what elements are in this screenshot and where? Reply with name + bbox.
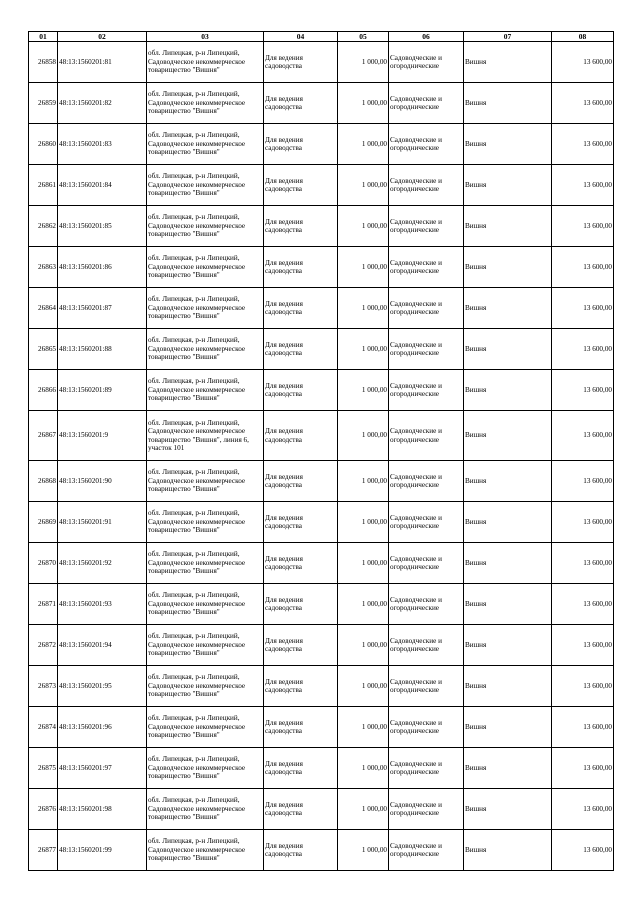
cadastral-number-cell: 48:13:1560201:89 [58,370,147,411]
table-row [29,83,614,124]
association-name-cell: Вишня [464,42,552,83]
address-text: обл. Липецкая, р-н Липецкий, Садоводческое некоммерческое товарищество "Вишня" [148,796,246,822]
permitted-use-cell: Для ведения садоводства [264,165,338,206]
land-category-cell: Садоводческие и огороднические [389,329,464,370]
cadastral-value-cell: 13 600,00 [552,625,614,666]
table-row [29,584,614,625]
cadastral-number-cell: 48:13:1560201:95 [58,666,147,707]
cadastral-number-cell: 48:13:1560201:96 [58,707,147,748]
address-cell [147,830,264,871]
cadastral-number-cell: 48:13:1560201:84 [58,165,147,206]
permitted-use-cell: Для ведения садоводства [264,748,338,789]
cadastral-number-cell: 48:13:1560201:83 [58,124,147,165]
header-row [29,32,614,42]
cadastral-number-cell: 48:13:1560201:88 [58,329,147,370]
land-category-cell: Садоводческие и огороднические [389,370,464,411]
address-text: обл. Липецкая, р-н Липецкий, Садоводческое некоммерческое товарищество "Вишня" [148,90,246,116]
address-text: обл. Липецкая, р-н Липецкий, Садоводческое некоммерческое товарищество "Вишня", линия 6, участок 101 [148,418,249,452]
row-number-cell: 26870 [29,543,58,584]
address-text: обл. Липецкая, р-н Липецкий, Садоводческое некоммерческое товарищество "Вишня" [148,468,246,494]
land-category-cell: Садоводческие и огороднические [389,461,464,502]
area-cell: 1 000,00 [338,543,389,584]
cadastral-value-cell: 13 600,00 [552,42,614,83]
address-cell [147,83,264,124]
permitted-use-cell: Для ведения садоводства [264,789,338,830]
land-category-cell: Садоводческие и огороднические [389,748,464,789]
column-header-01: 01 [29,32,58,42]
address-cell [147,543,264,584]
area-cell: 1 000,00 [338,370,389,411]
area-cell: 1 000,00 [338,666,389,707]
cadastral-number-cell: 48:13:1560201:91 [58,502,147,543]
cadastral-number-cell: 48:13:1560201:90 [58,461,147,502]
permitted-use-cell: Для ведения садоводства [264,666,338,707]
row-number-cell: 26859 [29,83,58,124]
address-text: обл. Липецкая, р-н Липецкий, Садоводческое некоммерческое товарищество "Вишня" [148,755,246,781]
area-cell: 1 000,00 [338,288,389,329]
cadastral-value-cell: 13 600,00 [552,165,614,206]
permitted-use-cell: Для ведения садоводства [264,461,338,502]
address-text: обл. Липецкая, р-н Липецкий, Садоводческое некоммерческое товарищество "Вишня" [148,213,246,239]
address-text: обл. Липецкая, р-н Липецкий, Садоводческое некоммерческое товарищество "Вишня" [148,509,246,535]
cadastral-value-cell: 13 600,00 [552,502,614,543]
permitted-use-cell: Для ведения садоводства [264,206,338,247]
address-cell [147,666,264,707]
column-header-02: 02 [58,32,147,42]
area-cell: 1 000,00 [338,789,389,830]
table-row [29,830,614,871]
permitted-use-cell: Для ведения садоводства [264,247,338,288]
cadastral-value-cell: 13 600,00 [552,666,614,707]
table-row [29,206,614,247]
association-name-cell: Вишня [464,666,552,707]
cadastral-value-cell: 13 600,00 [552,206,614,247]
address-cell [147,370,264,411]
address-cell [147,789,264,830]
row-number-cell: 26864 [29,288,58,329]
land-category-cell: Садоводческие и огороднические [389,625,464,666]
area-cell: 1 000,00 [338,625,389,666]
address-cell [147,288,264,329]
address-cell [147,411,264,461]
column-header-06: 06 [389,32,464,42]
row-number-cell: 26865 [29,329,58,370]
area-cell: 1 000,00 [338,329,389,370]
association-name-cell: Вишня [464,124,552,165]
area-cell: 1 000,00 [338,707,389,748]
permitted-use-cell: Для ведения садоводства [264,370,338,411]
cadastral-value-cell: 13 600,00 [552,543,614,584]
register-table [28,31,614,871]
land-category-cell: Садоводческие и огороднические [389,789,464,830]
cadastral-value-cell: 13 600,00 [552,288,614,329]
permitted-use-cell: Для ведения садоводства [264,329,338,370]
association-name-cell: Вишня [464,370,552,411]
table-row [29,789,614,830]
area-cell: 1 000,00 [338,502,389,543]
permitted-use-cell: Для ведения садоводства [264,83,338,124]
row-number-cell: 26876 [29,789,58,830]
cadastral-value-cell: 13 600,00 [552,329,614,370]
table-row [29,666,614,707]
table-row [29,707,614,748]
area-cell: 1 000,00 [338,165,389,206]
cadastral-value-cell: 13 600,00 [552,83,614,124]
association-name-cell: Вишня [464,748,552,789]
column-header-04: 04 [264,32,338,42]
address-cell [147,42,264,83]
land-category-cell: Садоводческие и огороднические [389,543,464,584]
association-name-cell: Вишня [464,329,552,370]
table-row [29,543,614,584]
permitted-use-cell: Для ведения садоводства [264,411,338,461]
cadastral-value-cell: 13 600,00 [552,411,614,461]
land-category-cell: Садоводческие и огороднические [389,165,464,206]
permitted-use-cell: Для ведения садоводства [264,124,338,165]
cadastral-number-cell: 48:13:1560201:81 [58,42,147,83]
cadastral-number-cell: 48:13:1560201:99 [58,830,147,871]
cadastral-value-cell: 13 600,00 [552,247,614,288]
land-category-cell: Садоводческие и огороднические [389,666,464,707]
table-row [29,124,614,165]
row-number-cell: 26868 [29,461,58,502]
table-row [29,370,614,411]
land-category-cell: Садоводческие и огороднические [389,124,464,165]
cadastral-number-cell: 48:13:1560201:94 [58,625,147,666]
address-text: обл. Липецкая, р-н Липецкий, Садоводческое некоммерческое товарищество "Вишня" [148,673,246,699]
table-header [29,32,614,42]
land-category-cell: Садоводческие и огороднические [389,288,464,329]
land-category-cell: Садоводческие и огороднические [389,411,464,461]
column-header-05: 05 [338,32,389,42]
association-name-cell: Вишня [464,247,552,288]
cadastral-number-cell: 48:13:1560201:97 [58,748,147,789]
address-cell [147,707,264,748]
row-number-cell: 26863 [29,247,58,288]
land-category-cell: Садоводческие и огороднические [389,42,464,83]
association-name-cell: Вишня [464,411,552,461]
address-text: обл. Липецкая, р-н Липецкий, Садоводческое некоммерческое товарищество "Вишня" [148,336,246,362]
address-text: обл. Липецкая, р-н Липецкий, Садоводческое некоммерческое товарищество "Вишня" [148,172,246,198]
permitted-use-cell: Для ведения садоводства [264,584,338,625]
land-category-cell: Садоводческие и огороднические [389,830,464,871]
association-name-cell: Вишня [464,584,552,625]
address-cell [147,165,264,206]
column-header-08: 08 [552,32,614,42]
cadastral-value-cell: 13 600,00 [552,370,614,411]
row-number-cell: 26861 [29,165,58,206]
table-row [29,625,614,666]
row-number-cell: 26869 [29,502,58,543]
association-name-cell: Вишня [464,206,552,247]
permitted-use-cell: Для ведения садоводства [264,543,338,584]
land-category-cell: Садоводческие и огороднические [389,707,464,748]
table-row [29,461,614,502]
association-name-cell: Вишня [464,789,552,830]
area-cell: 1 000,00 [338,411,389,461]
land-category-cell: Садоводческие и огороднические [389,83,464,124]
cadastral-number-cell: 48:13:1560201:98 [58,789,147,830]
address-cell [147,584,264,625]
permitted-use-cell: Для ведения садоводства [264,625,338,666]
permitted-use-cell: Для ведения садоводства [264,830,338,871]
area-cell: 1 000,00 [338,461,389,502]
land-category-cell: Садоводческие и огороднические [389,584,464,625]
column-header-03: 03 [147,32,264,42]
cadastral-value-cell: 13 600,00 [552,124,614,165]
association-name-cell: Вишня [464,461,552,502]
land-category-cell: Садоводческие и огороднические [389,502,464,543]
address-text: обл. Липецкая, р-н Липецкий, Садоводческое некоммерческое товарищество "Вишня" [148,550,246,576]
association-name-cell: Вишня [464,288,552,329]
address-text: обл. Липецкая, р-н Липецкий, Садоводческое некоммерческое товарищество "Вишня" [148,254,246,280]
cadastral-value-cell: 13 600,00 [552,707,614,748]
address-cell [147,329,264,370]
area-cell: 1 000,00 [338,247,389,288]
cadastral-number-cell: 48:13:1560201:9 [58,411,147,461]
address-cell [147,247,264,288]
table-row [29,247,614,288]
address-cell [147,625,264,666]
association-name-cell: Вишня [464,830,552,871]
association-name-cell: Вишня [464,83,552,124]
association-name-cell: Вишня [464,625,552,666]
address-cell [147,124,264,165]
area-cell: 1 000,00 [338,748,389,789]
address-text: обл. Липецкая, р-н Липецкий, Садоводческое некоммерческое товарищество "Вишня" [148,632,246,658]
address-text: обл. Липецкая, р-н Липецкий, Садоводческое некоммерческое товарищество "Вишня" [148,295,246,321]
row-number-cell: 26860 [29,124,58,165]
cadastral-value-cell: 13 600,00 [552,461,614,502]
cadastral-number-cell: 48:13:1560201:87 [58,288,147,329]
cadastral-number-cell: 48:13:1560201:92 [58,543,147,584]
cadastral-value-cell: 13 600,00 [552,830,614,871]
area-cell: 1 000,00 [338,124,389,165]
row-number-cell: 26874 [29,707,58,748]
cadastral-number-cell: 48:13:1560201:93 [58,584,147,625]
area-cell: 1 000,00 [338,206,389,247]
row-number-cell: 26873 [29,666,58,707]
address-text: обл. Липецкая, р-н Липецкий, Садоводческое некоммерческое товарищество "Вишня" [148,714,246,740]
table-row [29,165,614,206]
permitted-use-cell: Для ведения садоводства [264,288,338,329]
cadastral-number-cell: 48:13:1560201:82 [58,83,147,124]
area-cell: 1 000,00 [338,830,389,871]
cadastral-number-cell: 48:13:1560201:85 [58,206,147,247]
association-name-cell: Вишня [464,502,552,543]
permitted-use-cell: Для ведения садоводства [264,502,338,543]
row-number-cell: 26866 [29,370,58,411]
table-row [29,288,614,329]
area-cell: 1 000,00 [338,584,389,625]
table-row [29,748,614,789]
land-category-cell: Садоводческие и огороднические [389,206,464,247]
table-row [29,42,614,83]
association-name-cell: Вишня [464,543,552,584]
cadastral-number-cell: 48:13:1560201:86 [58,247,147,288]
table-body [29,42,614,871]
address-cell [147,206,264,247]
cadastral-value-cell: 13 600,00 [552,789,614,830]
table-row [29,411,614,461]
address-cell [147,461,264,502]
row-number-cell: 26867 [29,411,58,461]
row-number-cell: 26858 [29,42,58,83]
area-cell: 1 000,00 [338,83,389,124]
permitted-use-cell: Для ведения садоводства [264,707,338,748]
cadastral-value-cell: 13 600,00 [552,748,614,789]
row-number-cell: 26877 [29,830,58,871]
address-cell [147,502,264,543]
address-text: обл. Липецкая, р-н Липецкий, Садоводческое некоммерческое товарищество "Вишня" [148,377,246,403]
row-number-cell: 26875 [29,748,58,789]
address-text: обл. Липецкая, р-н Липецкий, Садоводческое некоммерческое товарищество "Вишня" [148,837,246,863]
table-row [29,502,614,543]
address-text: обл. Липецкая, р-н Липецкий, Садоводческое некоммерческое товарищество "Вишня" [148,49,246,75]
cadastral-value-cell: 13 600,00 [552,584,614,625]
column-header-07: 07 [464,32,552,42]
area-cell: 1 000,00 [338,42,389,83]
address-cell [147,748,264,789]
table-row [29,329,614,370]
association-name-cell: Вишня [464,707,552,748]
row-number-cell: 26871 [29,584,58,625]
association-name-cell: Вишня [464,165,552,206]
row-number-cell: 26862 [29,206,58,247]
address-text: обл. Липецкая, р-н Липецкий, Садоводческое некоммерческое товарищество "Вишня" [148,131,246,157]
address-text: обл. Липецкая, р-н Липецкий, Садоводческое некоммерческое товарищество "Вишня" [148,591,246,617]
row-number-cell: 26872 [29,625,58,666]
land-category-cell: Садоводческие и огороднические [389,247,464,288]
permitted-use-cell: Для ведения садоводства [264,42,338,83]
